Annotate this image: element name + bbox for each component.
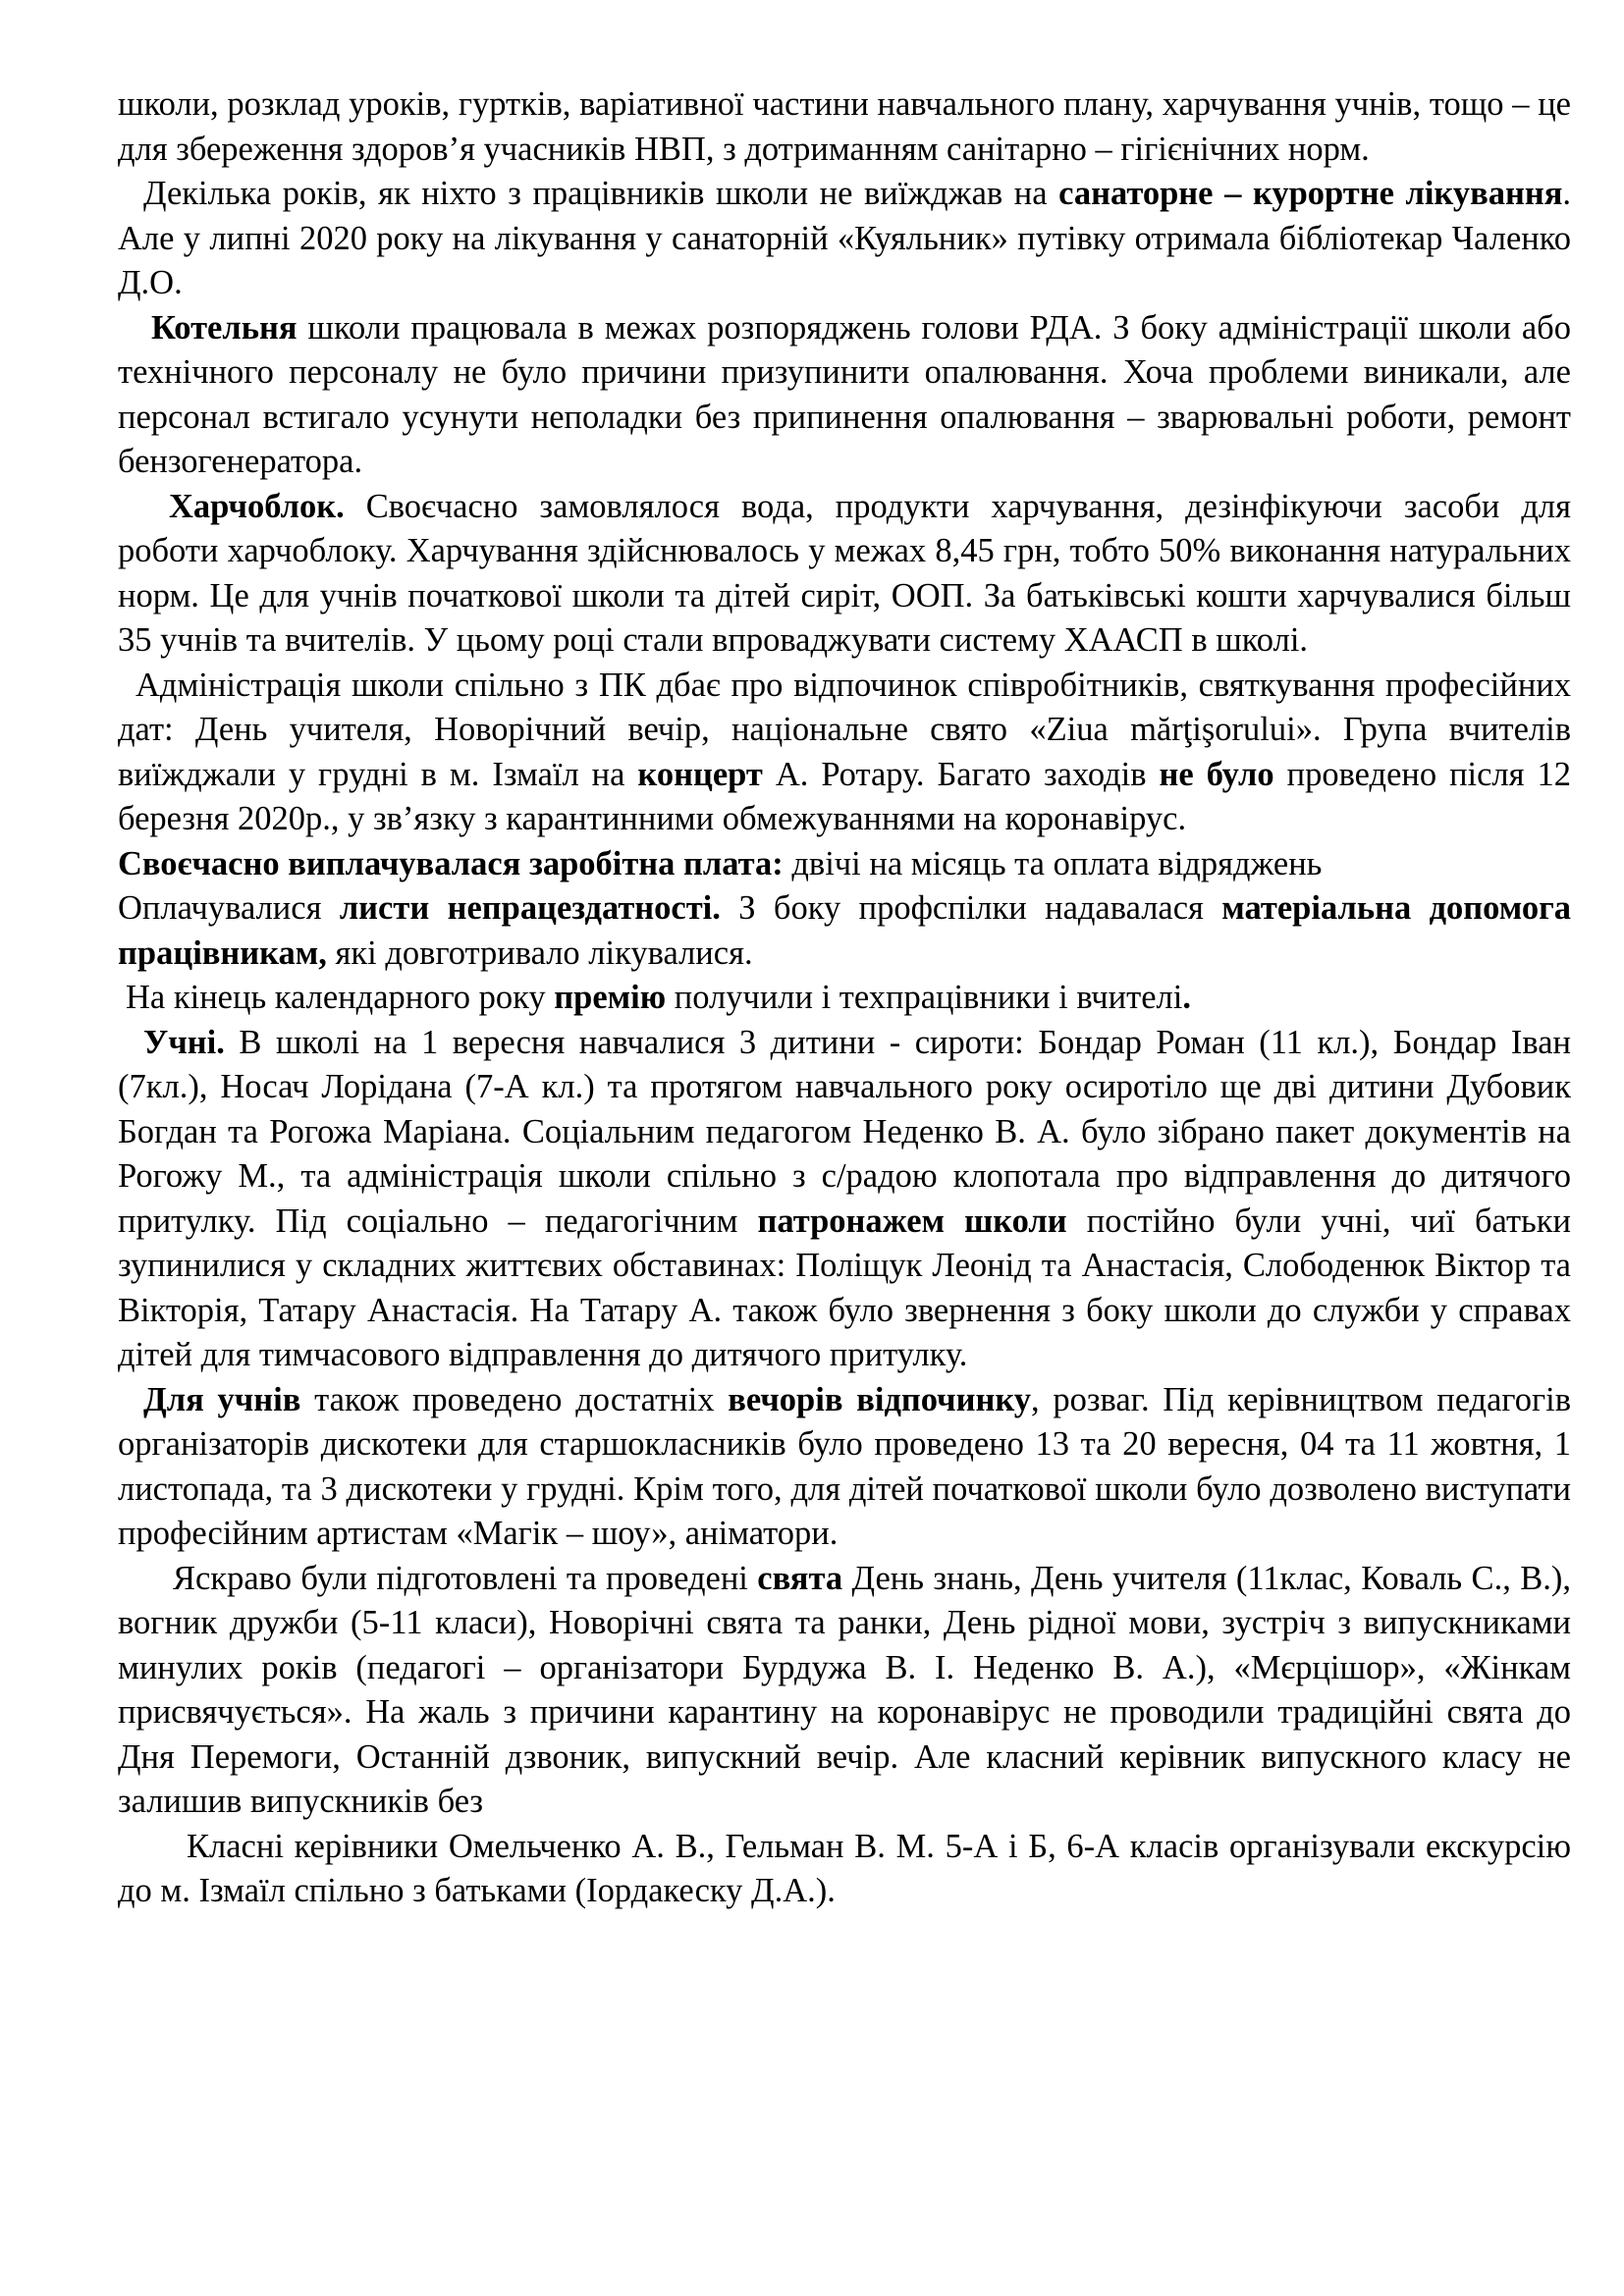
text-run: . Але у липні 2020 року на лікування у санаторній «Куяльник» путівку отримала бібліотекар Чаленко Д.О.: [118, 175, 1572, 301]
bold-run: Для учнів: [143, 1380, 301, 1418]
text-run: Адміністрація школи спільно з ПК дбає про відпочинок співробітників, святкування професійних дат: День учителя, Новорічний вечір, національне свято «Ziua mărţişorului». Група вчителів виїжджали у грудні в м. Ізмаїл на: [118, 666, 1571, 793]
bold-run: вечорів відпочинку: [728, 1380, 1031, 1418]
text-run: які довготривало лікувалися.: [326, 934, 753, 972]
text-run: школи працювала в межах розпоряджень голови РДА. З боку адміністрації школи або технічного персоналу не було причини призупинити опалювання. Хоча проблеми виникали, але персонал встигало усунути неполадки без припинення опалювання – зварювальні роботи, ремонт бензогенератора.: [118, 308, 1571, 480]
bold-run: листи непрацездатності.: [339, 889, 721, 927]
bold-run: концерт: [637, 755, 763, 793]
bold-run: Харчоблок.: [169, 487, 345, 525]
text-run: Яскраво були підготовлені та проведені: [173, 1559, 758, 1597]
bold-run: не було: [1159, 755, 1274, 793]
bold-run: Учні.: [143, 1023, 225, 1061]
text-run: Своєчасно замовлялося вода, продукти харчування, дезінфікуючи засоби для роботи харчоблоку. Харчування здійснювалось у межах 8,45 грн, тобто 50% виконання натуральних норм. Це для учнів початкової школи та дітей сиріт, ООП. За батьківські кошти харчувалися більш 35 учнів та вчителів. У цьому році стали впроваджувати систему ХААСП в школі.: [118, 487, 1571, 659]
text-run: постійно були учні, чиї батьки зупинилися у складних життєвих обставинах: Поліщук Леонід та Анастасія, Слободенюк Віктор та Вікторія, Татару Анастасія. На Татару А. також було звернення з боку школи до служби у справах дітей для тимчасового відправлення до дитячого притулку.: [118, 1201, 1571, 1373]
paragraph-students: [118, 1021, 1571, 1378]
paragraph-leisure-evenings: [118, 1378, 1571, 1557]
bold-run: свята: [757, 1559, 843, 1597]
paragraph-salary: [118, 842, 1571, 887]
text-run: Оплачувалися: [118, 889, 340, 927]
paragraph-intro: [118, 82, 1571, 172]
bold-run: патронажем школи: [757, 1201, 1067, 1240]
text-run: також проведено достатніх: [300, 1380, 729, 1418]
bold-run: санаторне – курортне лікування: [1058, 175, 1563, 212]
paragraph-excursion: [118, 1825, 1571, 1914]
text-run: проведено після 12 березня 2020р., у зв’язку з карантинними обмежуваннями на коронавірус.: [118, 755, 1571, 837]
text-run: двічі на місяць та оплата відряджень: [783, 844, 1323, 882]
paragraph-bonus: [118, 976, 1571, 1021]
text-run: В школі на 1 вересня навчалися 3 дитини - сироти: Бондар Роман (11 кл.), Бондар Іван (7кл.), Носач Лорідана (7-А кл.) та протягом навчального року осиротіло ще дві дитини Дубовик Богдан та Рогожа Маріана. Соціальним педагогом Неденко В. А. було зібрано пакет документів на Рогожу М., та адміністрація школи спільно з с/радою клопотала про відправлення до дитячого притулку. Під соціально – педагогічним: [118, 1023, 1571, 1240]
paragraph-food-unit: [118, 485, 1571, 664]
paragraph-boiler-room: [118, 306, 1571, 485]
paragraph-holidays: [118, 1557, 1571, 1825]
text-run: А. Ротару. Багато заходів: [762, 755, 1160, 793]
bold-run: Котельня: [151, 308, 298, 347]
text-run: На кінець календарного року: [126, 979, 555, 1016]
text-run: , розваг. Під керівництвом педагогів організаторів дискотеки для старшокласників було проведено 13 та 20 вересня, 04 та 11 жовтня, 1 листопада, та 3 дискотеки у грудні. Крім того, для дітей початкової школи було дозволено виступати професійним артистам «Магік – шоу», аніматори.: [118, 1380, 1571, 1552]
text-run: Класні керівники Омельченко А. В., Гельман В. М. 5-А і Б, 6-А класів організували екскурсію до м. Ізмаїл спільно з батьками (Іордакеску Д.А.).: [118, 1827, 1571, 1909]
text-run: З боку профспілки надавалася: [720, 889, 1222, 927]
bold-run: премію: [554, 979, 667, 1016]
paragraph-administration-leisure: [118, 664, 1571, 842]
text-run: школи, розклад уроків, гуртків, варіативної частини навчального плану, харчування учнів, тощо – це для збереження здоров’я учасників НВП, з дотриманням санітарно – гігієнічних норм.: [118, 85, 1571, 168]
text-run: День знань, День учителя (11клас, Коваль С., В.), вогник дружби (5-11 класи), Новорічні свята та ранки, День рідної мови, зустріч з випускниками минулих років (педагогі – організатори Бурдужа В. І. Неденко В. А.), «Мєрцішор», «Жінкам присвячується». На жаль з причини карантину на коронавірус не проводили традиційні свята до Дня Перемоги, Останній дзвоник, випускний вечір. Але класний керівник випускного класу не залишив випускників без: [118, 1559, 1571, 1820]
bold-run: матеріальна допомога працівникам,: [118, 889, 1571, 972]
paragraph-sanatorium: [118, 172, 1571, 306]
bold-run: Своєчасно виплачувалася заробітна плата:: [118, 844, 784, 882]
document-page: [118, 82, 1571, 1914]
text-run: Декілька років, як ніхто з працівників школи не виїжджав на: [143, 175, 1059, 212]
paragraph-sick-leave: [118, 886, 1571, 976]
bold-run: .: [1182, 979, 1191, 1016]
text-run: получили і техпрацівники і вчителі: [666, 979, 1183, 1016]
